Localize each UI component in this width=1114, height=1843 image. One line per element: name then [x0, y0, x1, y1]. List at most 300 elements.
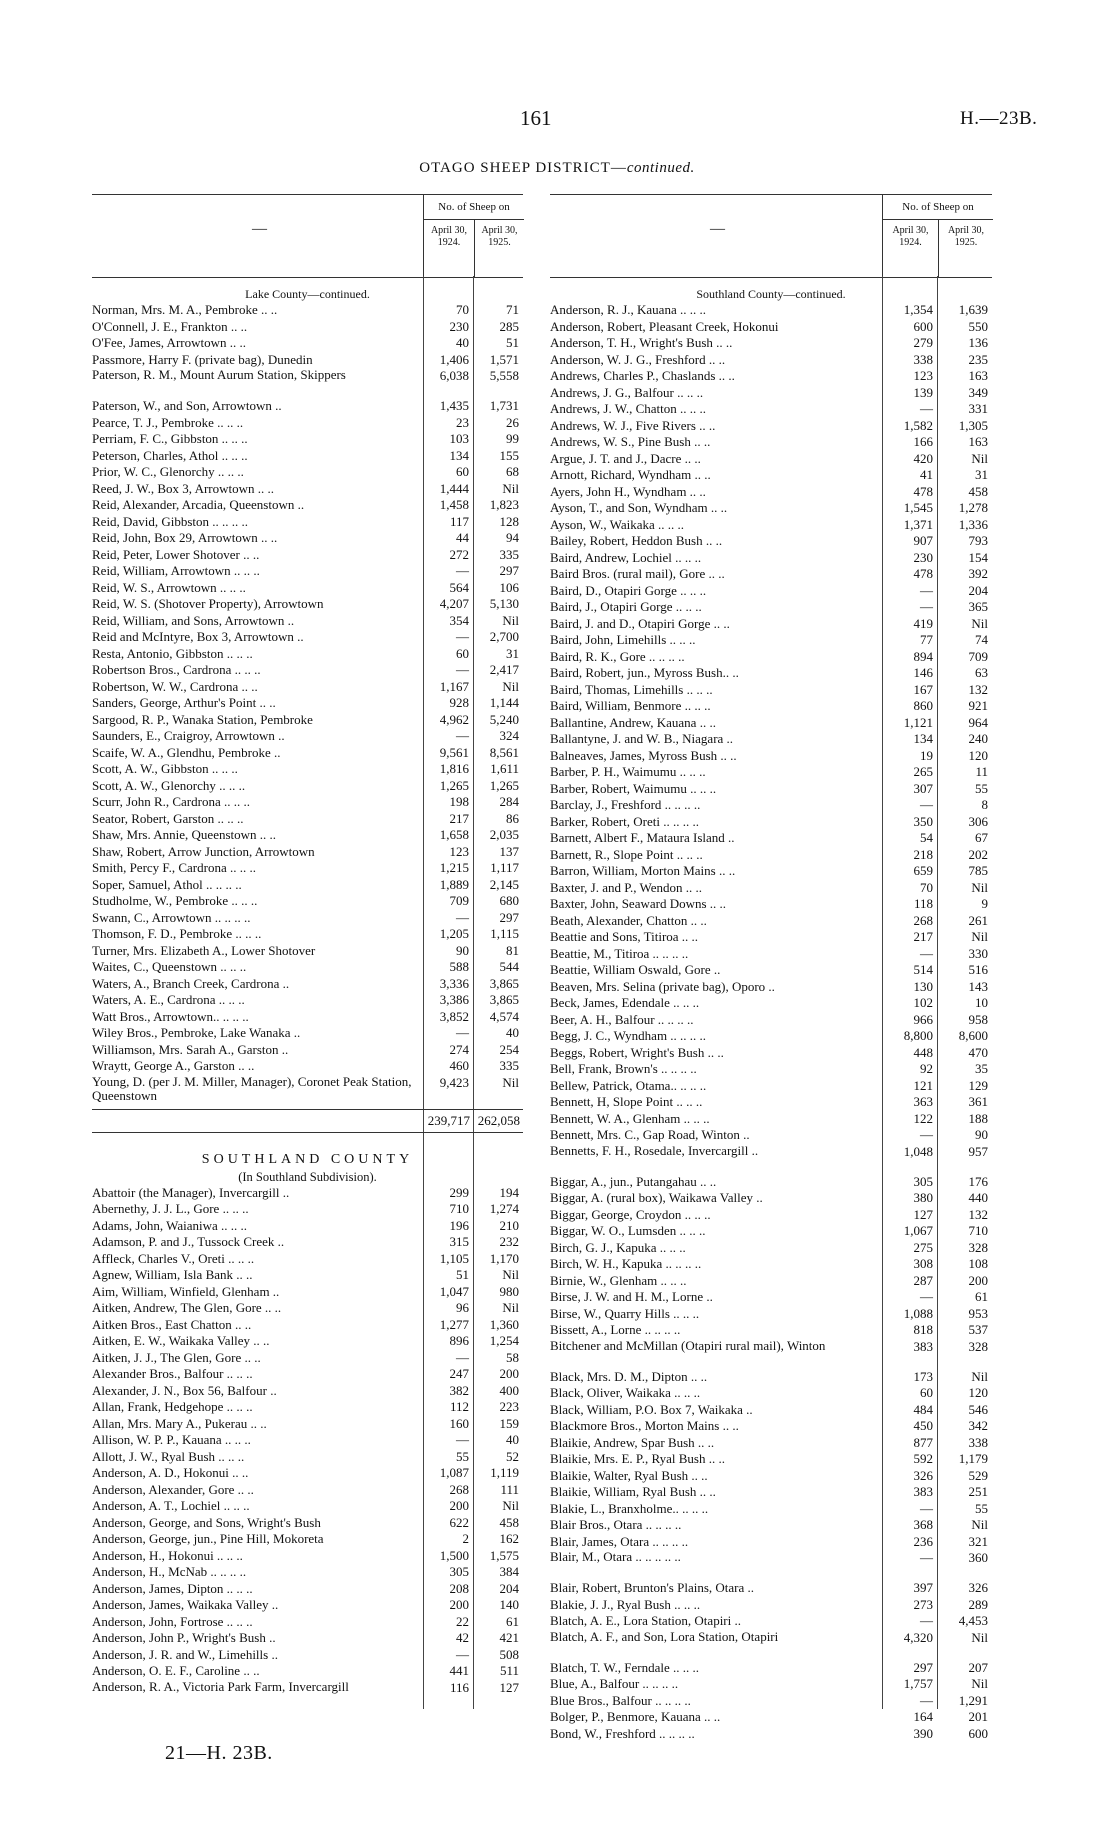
sheep-1925: 600	[968, 1725, 988, 1741]
sheep-1924: 198	[449, 794, 469, 809]
sheep-1925: 204	[499, 1580, 519, 1596]
table-row	[92, 893, 523, 910]
table-row	[92, 959, 523, 976]
sheep-1924: 966	[913, 1011, 933, 1027]
owner-name: Anderson, Robert, Pleasant Creek, Hokonui	[550, 318, 779, 334]
sheep-1924: 166	[913, 434, 933, 449]
sheep-1925: 957	[968, 1143, 988, 1159]
sheep-1924: 287	[913, 1272, 933, 1288]
owner-name: Baxter, John, Seaward Downs .. ..	[550, 896, 727, 911]
sheep-1925: 31	[975, 467, 988, 482]
sheep-1925: Nil	[971, 879, 988, 895]
table-row	[550, 781, 992, 798]
sheep-1924: 121	[913, 1077, 933, 1093]
sheep-1924: 420	[913, 450, 933, 466]
sheep-1924: 22	[456, 1613, 469, 1629]
page-title	[0, 160, 1114, 177]
owner-name: Robertson, W. W., Cardrona .. ..	[92, 678, 258, 694]
sheep-1925: 127	[499, 1679, 519, 1695]
sheep-1925: Nil	[502, 1074, 519, 1090]
owner-name: Ayson, T., and Son, Wyndham .. ..	[550, 500, 728, 515]
table-row	[92, 910, 523, 927]
owner-name: Blue, A., Balfour .. .. .. ..	[550, 1676, 679, 1691]
table-row	[550, 1597, 992, 1614]
sheep-1925: 331	[968, 401, 988, 416]
section-heading-southland-county: SOUTHLAND COUNTY	[201, 1151, 414, 1167]
owner-name: Anderson, George, and Sons, Wright's Bush	[92, 1514, 321, 1530]
owner-name: Barber, P. H., Waimumu .. .. ..	[550, 764, 706, 779]
sheep-1924: 326	[913, 1467, 933, 1483]
owner-name: Barker, Robert, Oreti .. .. .. ..	[550, 813, 699, 829]
sheep-1925: 5,558	[489, 368, 519, 383]
table-row	[550, 368, 992, 385]
sheep-1924: 4,207	[439, 596, 469, 611]
sheep-1924: 1,545	[903, 500, 933, 515]
sheep-1924: 363	[913, 1094, 933, 1109]
table-row	[550, 599, 992, 616]
sheep-1925: 297	[499, 909, 519, 925]
sheep-1925: 61	[975, 1289, 988, 1304]
sheep-1924: 1,371	[903, 516, 933, 532]
sheep-1925: 132	[968, 1206, 988, 1222]
sheep-1924: 123	[913, 368, 933, 383]
table-row	[92, 1597, 523, 1614]
sheep-1924: 122	[913, 1110, 933, 1126]
left-header-group-label: No. of Sheep on	[424, 195, 524, 220]
left-header-date1: April 30, 1924.	[430, 225, 468, 248]
sheep-1925: 204	[968, 582, 988, 598]
right-header-group-label: No. of Sheep on	[883, 195, 993, 220]
owner-name: Alexander Bros., Balfour .. .. ..	[92, 1366, 253, 1381]
table-row	[92, 778, 523, 795]
sheep-1925: 1,265	[489, 777, 519, 793]
owner-name: Black, Oliver, Waikaka .. .. ..	[550, 1385, 701, 1400]
sheep-1925: Nil	[971, 929, 988, 944]
table-row	[92, 352, 523, 369]
table-row	[550, 1580, 992, 1597]
table-row	[550, 1240, 992, 1257]
owner-name: Scurr, John R., Cardrona .. .. ..	[92, 794, 250, 809]
table-row	[92, 827, 523, 844]
table-row	[550, 418, 992, 435]
owner-name: Aim, William, Winfield, Glenham ..	[92, 1283, 280, 1299]
owner-name: Baird, J. and D., Otapiri Gorge .. ..	[550, 615, 730, 631]
table-row	[92, 1042, 523, 1059]
owner-name: Barclay, J., Freshford .. .. .. ..	[550, 797, 701, 812]
table-row	[550, 1385, 992, 1402]
sheep-1925: 1,119	[490, 1465, 519, 1480]
sheep-1925: 163	[968, 434, 988, 449]
owner-name: Anderson, James, Waikaka Valley ..	[92, 1597, 279, 1612]
table-row	[550, 1534, 992, 1551]
sheep-1924: 164	[913, 1709, 933, 1724]
owner-name: Soper, Samuel, Athol .. .. .. ..	[92, 876, 242, 892]
sheep-1924: 146	[913, 665, 933, 680]
right-header-dash: —	[710, 221, 725, 237]
sheep-1925: 90	[975, 1127, 988, 1142]
sheep-1925: 321	[968, 1533, 988, 1549]
sheep-1925: 335	[499, 546, 519, 562]
sheep-1925: 710	[968, 1223, 988, 1238]
table-row	[92, 679, 523, 696]
sheep-1924: —	[920, 1613, 933, 1628]
owner-name: Barnett, Albert F., Mataura Island ..	[550, 830, 735, 845]
owner-name: Beattie and Sons, Titiroa .. ..	[550, 929, 699, 944]
sheep-1924: 90	[456, 942, 469, 958]
sheep-1925: 508	[499, 1646, 519, 1662]
table-row	[550, 863, 992, 880]
owner-name: Birse, W., Quarry Hills .. .. ..	[550, 1305, 700, 1321]
sheep-1924: 1,435	[439, 398, 469, 413]
owner-name: Anderson, John P., Wright's Bush ..	[92, 1630, 276, 1645]
table-row	[92, 1300, 523, 1317]
table-row	[550, 1676, 992, 1693]
owner-name: Bissett, A., Lorne .. .. .. ..	[550, 1322, 681, 1337]
sheep-1924: 3,386	[439, 992, 469, 1007]
sheep-1924: 514	[913, 962, 933, 977]
owner-name: Anderson, George, jun., Pine Hill, Mokoreta	[92, 1531, 324, 1546]
sheep-1924: 307	[913, 780, 933, 796]
owner-name: Blakie, J. J., Ryal Bush .. .. ..	[550, 1596, 701, 1612]
table-row	[92, 860, 523, 877]
sheep-1924: 9,561	[439, 744, 469, 760]
owner-name: Beattie, William Oswald, Gore ..	[550, 962, 721, 977]
table-row	[550, 434, 992, 451]
owner-name: Paterson, R. M., Mount Aurum Station, Skippers	[92, 368, 346, 382]
table-row	[550, 698, 992, 715]
sheep-1924: 268	[449, 1481, 469, 1497]
owner-name: Blue Bros., Balfour .. .. .. ..	[550, 1692, 691, 1708]
table-row	[550, 1693, 992, 1710]
sheep-1925: 55	[975, 1500, 988, 1516]
table-row	[92, 646, 523, 663]
sheep-1925: Nil	[971, 1517, 988, 1532]
sheep-1925: 2,145	[489, 876, 519, 892]
sheep-1925: 251	[968, 1484, 988, 1499]
owner-name: Barber, Robert, Waimumu .. .. ..	[550, 780, 717, 796]
owner-name: Anderson, H., McNab .. .. .. ..	[92, 1564, 247, 1579]
owner-name: Beattie, M., Titiroa .. .. .. ..	[550, 945, 689, 961]
owner-name: Anderson, R. A., Victoria Park Farm, Invercargill	[92, 1679, 349, 1694]
sheep-1924: 112	[449, 1399, 469, 1414]
table-row	[92, 1581, 523, 1598]
sheep-1925: 68	[506, 464, 519, 479]
table-row	[92, 1663, 523, 1680]
sheep-1925: 1,254	[489, 1333, 519, 1348]
sheep-1925: 200	[968, 1272, 988, 1288]
table-row	[92, 1416, 523, 1433]
sheep-1925: 550	[968, 318, 988, 334]
sheep-1925: 3,865	[489, 975, 519, 991]
table-row	[550, 1289, 992, 1306]
sheep-1924: 23	[456, 414, 469, 430]
owner-name: Anderson, T. H., Wright's Bush .. ..	[550, 335, 733, 350]
sheep-1924: 123	[449, 843, 469, 859]
sheep-1925: 74	[975, 632, 988, 647]
sheep-1924: 1,205	[439, 926, 469, 941]
table-row	[92, 481, 523, 498]
table-row	[92, 976, 523, 993]
owner-name: Ayers, John H., Wyndham .. ..	[550, 483, 706, 499]
owner-name: Saunders, E., Craigroy, Arrowtown ..	[92, 728, 285, 743]
table-row	[550, 665, 992, 682]
table-row	[550, 929, 992, 946]
sheep-1924: 419	[913, 615, 933, 631]
right-header-date2: April 30, 1925.	[938, 219, 993, 277]
sheep-1924: 42	[456, 1630, 469, 1645]
sheep-1925: 1,278	[958, 500, 988, 515]
table-row	[550, 616, 992, 633]
owner-name: Bond, W., Freshford .. .. .. ..	[550, 1725, 695, 1741]
left-header-date2: April 30, 1925.	[474, 219, 524, 277]
sheep-1925: 108	[968, 1256, 988, 1271]
table-row	[550, 1550, 992, 1580]
sheep-1925: 159	[499, 1415, 519, 1431]
sheep-1925: 470	[968, 1044, 988, 1060]
sheep-1925: 71	[506, 302, 519, 317]
table-row	[550, 1061, 992, 1078]
sheep-1925: 1,274	[489, 1201, 519, 1216]
table-row	[550, 1012, 992, 1029]
sheep-1925: 2,700	[489, 629, 519, 644]
sheep-1924: 1,215	[439, 860, 469, 875]
table-row	[550, 467, 992, 484]
sheep-1924: 51	[456, 1267, 469, 1282]
sheep-1924: 383	[913, 1484, 933, 1499]
owner-name: Blaikie, William, Ryal Bush .. ..	[550, 1484, 716, 1499]
owner-name: Watt Bros., Arrowtown.. .. .. ..	[92, 1008, 249, 1024]
sheep-1925: 330	[968, 945, 988, 961]
sheep-1925: 55	[975, 780, 988, 796]
sheep-1924: 200	[449, 1498, 469, 1513]
owner-name: Baird, D., Otapiri Gorge .. .. ..	[550, 582, 707, 598]
table-row	[92, 1218, 523, 1235]
sheep-1925: 140	[499, 1597, 519, 1612]
sheep-1925: 223	[499, 1399, 519, 1414]
sheep-1924: 350	[913, 813, 933, 829]
sheep-1925: 94	[506, 530, 519, 545]
owner-name: Baird, Thomas, Limehills .. .. ..	[550, 681, 713, 697]
sheep-1925: 128	[499, 513, 519, 529]
owner-name: Reid and McIntyre, Box 3, Arrowtown ..	[92, 629, 304, 644]
sheep-1924: 60	[456, 645, 469, 661]
owner-name: Seator, Robert, Garston .. .. ..	[92, 810, 244, 826]
table-row	[92, 1009, 523, 1026]
sheep-1924: 160	[449, 1415, 469, 1431]
sheep-1925: 1,611	[490, 761, 519, 776]
owner-name: Sargood, R. P., Wanaka Station, Pembroke	[92, 711, 313, 727]
owner-name: Baird Bros. (rural mail), Gore .. ..	[550, 566, 725, 581]
sheep-1924: 60	[920, 1385, 933, 1400]
document-reference: H.—23B.	[960, 108, 1038, 129]
sheep-1924: 1,067	[903, 1223, 933, 1238]
table-row	[92, 728, 523, 745]
owner-name: Baird, J., Otapiri Gorge .. .. ..	[550, 599, 702, 614]
owner-name: Black, William, P.O. Box 7, Waikaka ..	[550, 1401, 753, 1417]
sheep-1924: 173	[913, 1368, 933, 1384]
sheep-1925: 254	[499, 1041, 519, 1057]
owner-name: Reid, William, and Sons, Arrowtown ..	[92, 612, 295, 628]
left-rows-southland	[92, 1185, 523, 1710]
owner-name: Studholme, W., Pembroke .. .. ..	[92, 893, 258, 908]
sheep-1924: 19	[920, 747, 933, 763]
owner-name: Allan, Mrs. Mary A., Pukerau .. ..	[92, 1415, 267, 1431]
sheep-1925: 384	[499, 1564, 519, 1579]
sheep-1925: 63	[975, 665, 988, 680]
owner-name: Blatch, A. E., Lora Station, Otapiri ..	[550, 1613, 741, 1628]
sheep-1925: 132	[968, 681, 988, 697]
sheep-1925: 2,035	[489, 827, 519, 842]
sheep-1924: 200	[449, 1597, 469, 1612]
sheep-1924: 218	[913, 846, 933, 862]
table-row	[550, 1435, 992, 1452]
sheep-1925: 51	[506, 335, 519, 350]
sheep-1924: 208	[449, 1580, 469, 1596]
owner-name: Bell, Frank, Brown's .. .. .. ..	[550, 1061, 697, 1076]
sheep-1924: 1,121	[903, 714, 933, 730]
sheep-1924: 217	[449, 810, 469, 826]
sheep-1925: 964	[968, 714, 988, 730]
sheep-1924: 441	[449, 1663, 469, 1678]
owner-name: Paterson, W., and Son, Arrowtown ..	[92, 398, 282, 413]
sheep-1925: 9	[981, 896, 988, 911]
table-row	[550, 1256, 992, 1273]
sheep-1924: 127	[913, 1206, 933, 1222]
table-row	[92, 695, 523, 712]
owner-name: Anderson, O. E. F., Caroline .. ..	[92, 1663, 260, 1678]
table-row	[550, 946, 992, 963]
sheep-1924: 308	[913, 1256, 933, 1271]
table-row	[92, 431, 523, 448]
owner-name: Peterson, Charles, Athol .. .. ..	[92, 447, 248, 463]
table-row	[550, 1078, 992, 1095]
table-row	[92, 1234, 523, 1251]
sheep-1925: 297	[499, 563, 519, 578]
owner-name: Allott, J. W., Ryal Bush .. .. ..	[92, 1448, 245, 1464]
left-header-dash: —	[252, 221, 267, 237]
sheep-1925: 207	[968, 1659, 988, 1675]
table-row	[550, 1127, 992, 1144]
sheep-1925: 1,639	[958, 302, 988, 317]
table-row	[92, 563, 523, 580]
sheep-1924: 273	[913, 1596, 933, 1612]
owner-name: Sanders, George, Arthur's Point .. ..	[92, 695, 276, 710]
sheep-1924: —	[920, 401, 933, 416]
total-1925: 262,058	[477, 1112, 520, 1128]
sheep-1924: 4,320	[903, 1629, 933, 1645]
sheep-1925: 958	[968, 1011, 988, 1027]
table-row	[92, 1201, 523, 1218]
sheep-1924: 40	[456, 335, 469, 350]
sheep-1925: 3,865	[489, 992, 519, 1007]
owner-name: Allan, Frank, Hedgehope .. .. ..	[92, 1399, 253, 1414]
owner-name: Barron, William, Morton Mains .. ..	[550, 863, 736, 878]
owner-name: Beaven, Mrs. Selina (private bag), Oporo ..	[550, 978, 775, 994]
sheep-1924: —	[456, 662, 469, 677]
sheep-1924: 116	[449, 1679, 469, 1695]
sheep-1925: 137	[499, 843, 519, 859]
owner-name: Aitken, E. W., Waikaka Valley .. ..	[92, 1333, 270, 1348]
sheep-1925: 81	[506, 942, 519, 958]
table-row	[550, 1207, 992, 1224]
owner-name: Blatch, A. F., and Son, Lora Station, Otapiri	[550, 1629, 779, 1644]
table-row	[550, 649, 992, 666]
sheep-1924: 478	[913, 566, 933, 581]
table-row	[92, 1058, 523, 1075]
sheep-1924: —	[920, 582, 933, 598]
owner-name: Argue, J. T. and J., Dacre .. ..	[550, 450, 701, 466]
sheep-1924: 1,105	[439, 1250, 469, 1266]
right-table-body	[550, 286, 992, 1742]
owner-name: Anderson, J. R. and W., Limehills ..	[92, 1646, 278, 1662]
table-row	[550, 1517, 992, 1534]
table-row	[92, 514, 523, 531]
sheep-1924: 70	[456, 302, 469, 317]
sheep-1925: 980	[499, 1283, 519, 1299]
table-row	[92, 1515, 523, 1532]
table-row	[92, 497, 523, 514]
owner-name: Turner, Mrs. Elizabeth A., Lower Shotover	[92, 942, 316, 958]
table-row	[92, 811, 523, 828]
sheep-1924: 6,038	[439, 368, 469, 383]
table-row	[92, 596, 523, 613]
sheep-1924: 279	[913, 335, 933, 350]
sheep-1925: 194	[499, 1184, 519, 1200]
sheep-1924: 1,816	[439, 761, 469, 776]
table-row	[550, 1339, 992, 1369]
table-row	[550, 1709, 992, 1726]
sheep-1925: 1,291	[958, 1692, 988, 1708]
table-row	[550, 517, 992, 534]
owner-name: Bennett, Mrs. C., Gap Road, Winton ..	[550, 1127, 750, 1142]
table-row	[550, 1484, 992, 1501]
owner-name: Williamson, Mrs. Sarah A., Garston ..	[92, 1041, 289, 1057]
sheep-1925: Nil	[502, 1267, 519, 1282]
owner-name: Baird, William, Benmore .. .. ..	[550, 698, 711, 713]
sheep-1924: 354	[449, 612, 469, 628]
sheep-1925: 5,130	[489, 596, 519, 611]
sheep-1924: 588	[449, 959, 469, 974]
sheep-1924: 460	[449, 1058, 469, 1073]
owner-name: Beggs, Robert, Wright's Bush .. ..	[550, 1044, 724, 1060]
sheep-1925: 4,574	[489, 1008, 519, 1024]
sheep-1925: 458	[968, 483, 988, 499]
sheep-1924: 1,406	[439, 351, 469, 367]
sheep-1924: 564	[449, 579, 469, 595]
sheep-1925: 361	[968, 1094, 988, 1109]
sheep-1924: 1,458	[439, 497, 469, 512]
left-rows-lake	[92, 302, 523, 1105]
table-row	[550, 715, 992, 732]
sheep-1925: 1,571	[489, 351, 519, 367]
owner-name: Begg, J. C., Wyndham .. .. .. ..	[550, 1028, 707, 1043]
sheep-1924: 1,277	[439, 1316, 469, 1332]
owner-name: Biggar, W. O., Lumsden .. .. ..	[550, 1223, 706, 1238]
sheep-1925: 1,336	[958, 516, 988, 532]
sheep-1925: 106	[499, 579, 519, 595]
sheep-1924: 894	[913, 648, 933, 664]
sheep-1924: 622	[449, 1514, 469, 1530]
owner-name: Reid, Peter, Lower Shotover .. ..	[92, 546, 260, 562]
owner-name: Anderson, W. J. G., Freshford .. ..	[550, 351, 726, 367]
sheep-1924: —	[456, 1432, 469, 1447]
sheep-1924: 315	[449, 1234, 469, 1249]
owner-name: Perriam, F. C., Gibbston .. .. ..	[92, 431, 248, 446]
sheep-1925: 240	[968, 731, 988, 746]
owner-name: Biggar, George, Croydon .. .. ..	[550, 1206, 711, 1222]
sheep-1924: 305	[913, 1173, 933, 1189]
sheep-1925: 421	[499, 1630, 519, 1645]
